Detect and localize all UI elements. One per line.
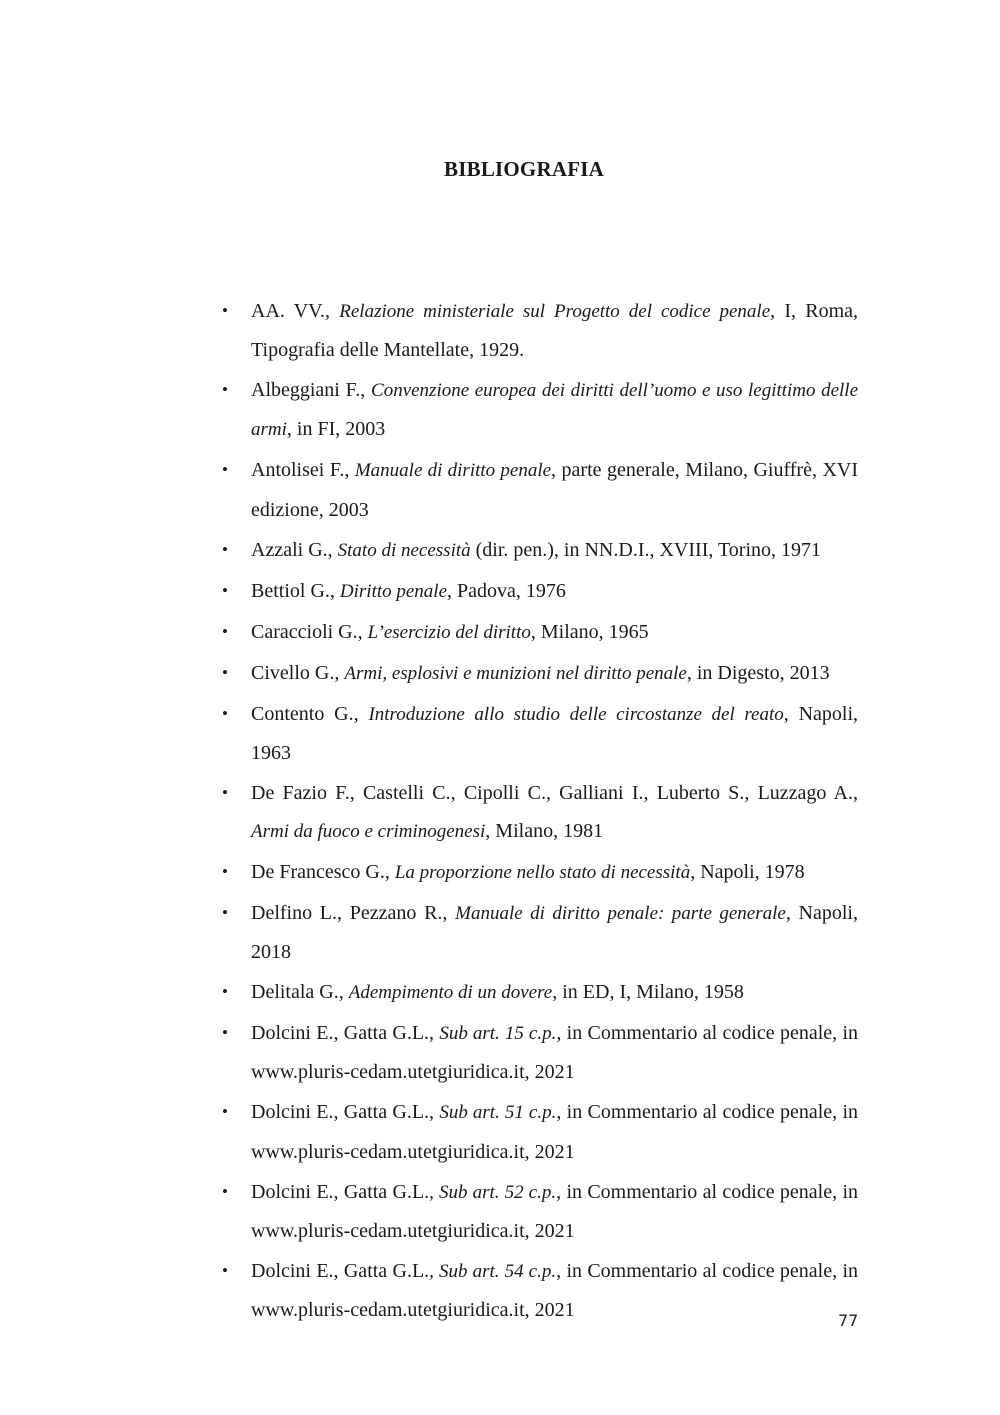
entry-details: , Milano, 1965: [530, 620, 649, 643]
bibliography-entry: [222, 371, 858, 449]
bullet-icon: •: [222, 862, 228, 882]
entry-author: Antolisei F.,: [251, 459, 355, 482]
entry-author: Dolcini E., Gatta G.L.: [251, 1259, 430, 1282]
bibliography-entry: [222, 894, 858, 971]
entry-details: , in ED, I, Milano, 1958: [552, 981, 744, 1004]
entry-title: Armi da fuoco e criminogenesi: [251, 821, 486, 843]
bibliography-entry: [222, 292, 858, 369]
bullet-icon: •: [222, 662, 228, 682]
entry-details: , Napoli, 2018: [251, 902, 858, 964]
bullet-icon: •: [222, 301, 228, 320]
entry-details: , parte generale, Milano, Giuffrè, XVI edizione, 2003: [251, 459, 859, 521]
bibliography-entry: [222, 531, 858, 570]
entry-details: , in Commentario al codice penale, in www.pluris-cedam.utetgiuridica.it, 2021: [251, 1180, 858, 1242]
entry-details: , in Digesto, 2013: [686, 661, 830, 684]
bullet-icon: •: [222, 1181, 228, 1201]
entry-title: L’esercizio del diritto: [367, 621, 531, 643]
bibliography-entry: [222, 451, 858, 528]
entry-details: , Napoli, 1978: [690, 861, 805, 884]
bibliography-entry: [222, 572, 858, 611]
entry-title: Diritto penale: [339, 580, 448, 602]
entry-details: , Padova, 1976: [447, 579, 566, 602]
bibliography-entry: [222, 1173, 858, 1250]
entry-details: (dir. pen.), in NN.D.I., XVIII, Torino, 1971: [470, 538, 822, 561]
entry-title: , Sub art. 52 c.p.: [429, 1181, 557, 1203]
entry-title: Adempimento di un dovere: [348, 982, 553, 1004]
bibliography-entry: [222, 973, 858, 1012]
entry-details: , in Commentario al codice penale, in www.pluris-cedam.utetgiuridica.it, 2021: [251, 1022, 858, 1084]
entry-author: Civello G.,: [251, 661, 345, 684]
entry-author: Delitala G.,: [251, 981, 349, 1004]
bullet-icon: •: [222, 580, 228, 600]
bullet-icon: •: [222, 621, 228, 641]
bibliography-entry: [222, 695, 858, 772]
bullet-icon: •: [222, 982, 228, 1002]
bibliography-list: [222, 292, 858, 1331]
bibliography-entry: [222, 774, 858, 851]
entry-title: Relazione ministeriale sul Progetto del codice penale: [339, 301, 771, 322]
entry-title: Sub art. 15 c.p.: [439, 1023, 557, 1045]
bullet-icon: •: [222, 460, 228, 480]
entry-title: Introduzione allo studio delle circostanze del reato: [368, 703, 784, 725]
entry-author: Contento G.,: [251, 702, 369, 725]
bullet-icon: •: [222, 1102, 228, 1122]
bullet-icon: •: [222, 1260, 228, 1280]
entry-author: Dolcini E., Gatta G.L.: [251, 1180, 430, 1203]
bullet-icon: •: [222, 782, 228, 802]
entry-title: Manuale di diritto penale: [354, 460, 552, 482]
entry-details: , in Commentario al codice penale, in www.pluris-cedam.utetgiuridica.it, 2021: [251, 1101, 858, 1163]
entry-details: , in FI, 2003: [286, 418, 386, 441]
entry-details: , I, Roma, Tipografia delle Mantellate, 1929.: [251, 300, 858, 362]
entry-title: Sub art. 51 c.p.: [439, 1102, 557, 1124]
bullet-icon: •: [222, 903, 228, 923]
entry-author: Azzali G.,: [251, 538, 338, 561]
bibliography-entry: [222, 853, 858, 892]
bullet-icon: •: [222, 703, 228, 723]
bullet-icon: •: [222, 539, 228, 559]
bullet-icon: •: [222, 380, 228, 400]
entry-author: Albeggiani F.,: [251, 379, 372, 402]
bibliography-entry: [222, 1093, 858, 1170]
entry-details: , in Commentario al codice penale, in www.pluris-cedam.utetgiuridica.it, 2021: [251, 1259, 858, 1322]
bullet-icon: •: [222, 1023, 228, 1043]
entry-title: Manuale di diritto penale: parte generale: [455, 903, 786, 925]
bibliography-entry: [222, 1014, 858, 1091]
bibliography-entry: [222, 1252, 858, 1329]
entry-title: Convenzione europea dei diritti dell’uomo e uso legittimo delle armi: [251, 380, 859, 441]
entry-details: , Napoli, 1963: [251, 702, 859, 764]
entry-author: Caraccioli G.,: [251, 620, 368, 643]
entry-author: De Francesco G.,: [251, 861, 395, 884]
entry-title: La proporzione nello stato di necessità: [394, 862, 691, 884]
page-title: BIBLIOGRAFIA: [444, 157, 604, 182]
entry-author: Dolcini E., Gatta G.L.,: [251, 1101, 440, 1124]
entry-author: Dolcini E., Gatta G.L.,: [251, 1022, 440, 1045]
entry-author: Delfino L., Pezzano R.,: [251, 902, 456, 925]
entry-author: Bettiol G.,: [251, 579, 340, 602]
entry-title: Armi, esplosivi e munizioni nel diritto penale: [344, 662, 687, 684]
entry-title: Stato di necessità: [337, 539, 471, 561]
entry-author: AA. VV.,: [251, 300, 340, 322]
bibliography-entry: [222, 654, 858, 693]
entry-author: De Fazio F., Castelli C., Cipolli C., Galliani I., Luberto S., Luzzago A.,: [251, 781, 858, 804]
entry-title: , Sub art. 54 c.p.: [429, 1260, 557, 1282]
page-number: 77: [838, 1311, 859, 1330]
bibliography-entry: [222, 613, 858, 652]
entry-details: , Milano, 1981: [485, 820, 604, 843]
